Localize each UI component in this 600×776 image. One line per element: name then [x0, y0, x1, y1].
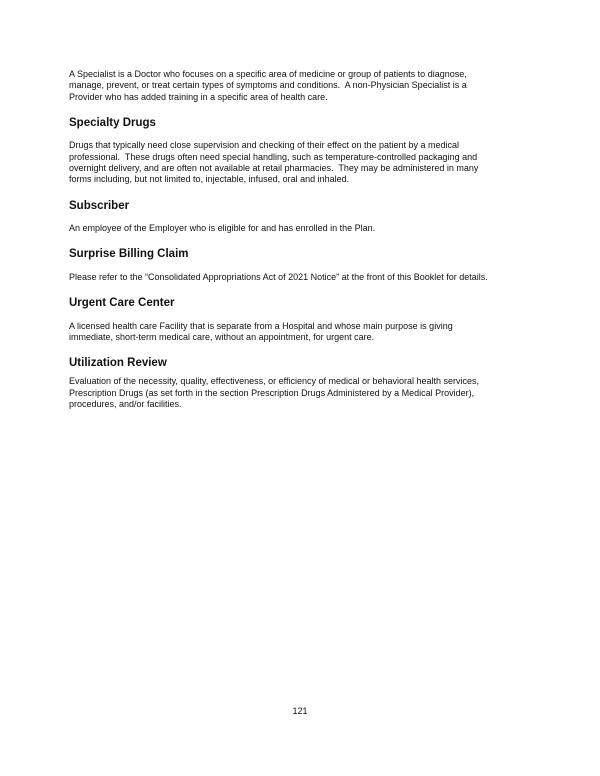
text-line: procedures, and/or facilities.: [69, 398, 182, 409]
section-heading-urgent-care-center: Urgent Care Center: [69, 297, 175, 310]
paragraph-specialty-drugs: [69, 140, 537, 185]
section-heading-subscriber: Subscriber: [69, 199, 130, 212]
page-number: 121: [292, 706, 308, 716]
text-line: An employee of the Employer who is eligible for and has enrolled in the Plan.: [69, 223, 376, 234]
text-line: Evaluation of the necessity, quality, effectiveness, or efficiency of medical or behavioral health services,: [69, 376, 480, 387]
text-line: Prescription Drugs (as set forth in the section Prescription Drugs Administered by a Medical Provider),: [69, 387, 475, 398]
text-line: professional. These drugs often need special handling, such as temperature-controlled packaging and: [69, 151, 478, 162]
paragraph-surprise-billing-claim: [69, 272, 537, 283]
intro-paragraph-specialist-definition: [69, 69, 537, 103]
text-line: A Specialist is a Doctor who focuses on a specific area of medicine or group of patients to diagnose,: [69, 69, 467, 79]
paragraph-urgent-care-center: [69, 321, 537, 344]
text-line: forms including, but not limited to, injectable, infused, oral and inhaled.: [69, 174, 350, 185]
text-line: A licensed health care Facility that is separate from a Hospital and whose main purpose is giving: [69, 320, 453, 331]
paragraph-utilization-review: [69, 376, 537, 410]
section-heading-utilization-review: Utilization Review: [69, 357, 167, 370]
text-line: immediate, short-term medical care, without an appointment, for urgent care.: [69, 331, 375, 342]
paragraph-subscriber: [69, 223, 537, 234]
section-heading-specialty-drugs: Specialty Drugs: [69, 116, 156, 129]
text-line: Drugs that typically need close supervision and checking of their effect on the patient by a medical: [69, 140, 460, 151]
text-line: overnight delivery, and are often not available at retail pharmacies. They may be administered in many: [69, 162, 479, 173]
page-content: [69, 69, 537, 410]
text-line: Provider who has added training in a specific area of health care.: [69, 91, 328, 102]
text-line: Please refer to the “Consolidated Appropriations Act of 2021 Notice” at the front of this Booklet for details.: [69, 271, 488, 282]
text-line: manage, prevent, or treat certain types of symptoms and conditions. A non-Physician Specialist is a: [69, 80, 467, 91]
section-heading-surprise-billing-claim: Surprise Billing Claim: [69, 248, 189, 261]
